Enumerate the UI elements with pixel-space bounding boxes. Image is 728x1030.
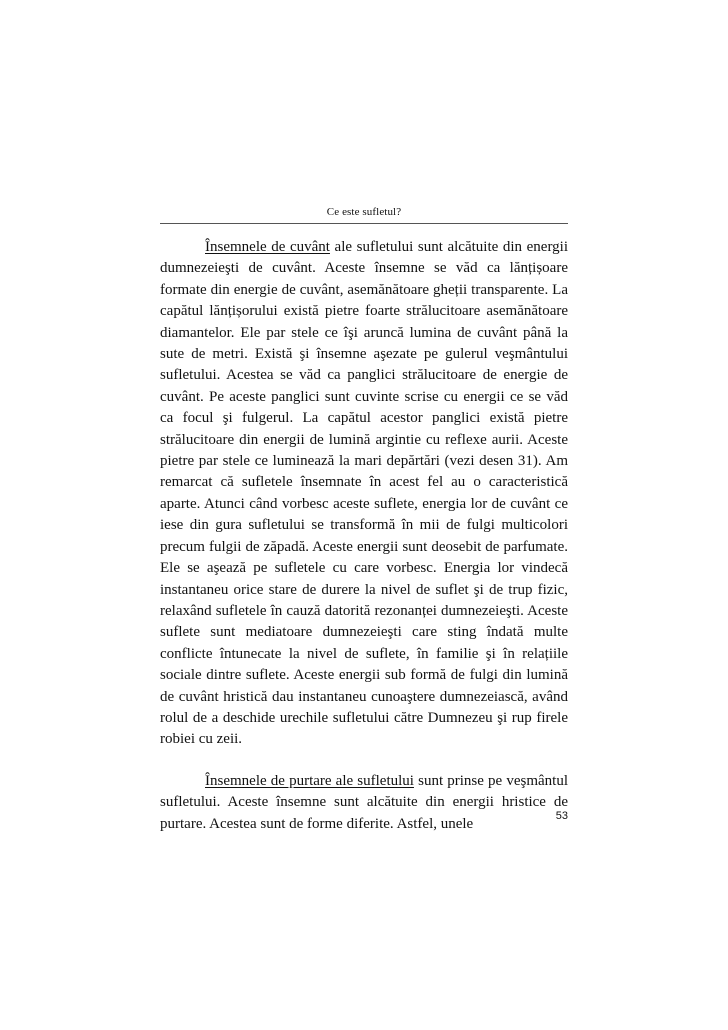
paragraph-insemnele-de-purtare (160, 771, 568, 835)
header-rule (160, 223, 568, 224)
page-number: 53 (555, 810, 568, 822)
paragraph-lead-term: Însemnele de purtare ale sufletului (205, 772, 414, 789)
paragraph-insemnele-de-cuvant (160, 237, 568, 751)
paragraph-body: ale sufletului sunt alcătuite din energii dumnezeieşti de cuvânt. Aceste însemne se văd ca lănțișoare formate din energie de cuvânt, asemănătoare gheții transparente. La capătul lănțișorului există pietre foarte strălucitoare asemănătoare diamantelor. Ele par stele ce îşi aruncă lumina de cuvânt până la sute de metri. Există şi însemne aşezate pe gulerul veşmântului sufletului. Acestea se văd ca panglici strălucitoare de energie de cuvânt. Pe aceste panglici sunt cuvinte scrise cu energii ce se văd ca focul şi fulgerul. La capătul acestor panglici există pietre strălucitoare din energii de lumină argintie cu reflexe aurii. Aceste pietre par stele ce luminează la mari depărtări (vezi desen 31). Am remarcat că sufletele însemnate în acest fel au o caracteristică aparte. Atunci când vorbesc aceste suflete, energia lor de cuvânt ce iese din gura sufletului se transformă în mii de fulgi multicolori precum fulgii de zăpadă. Aceste energii sunt deosebit de parfumate. Ele se aşează pe sufletele cu care vorbesc. Energia lor vindecă instantaneu orice stare de durere la nivel de suflet şi de trup fizic, relaxând sufletele în cauză datorită rezonanței dumnezeieşti. Aceste suflete sunt mediatoare dumnezeieşti care sting îndată multe conflicte întunecate la nivel de suflete, în familie şi în relațiile sociale dintre suflete. Aceste energii sub formă de fulgi din lumină de cuvânt hristică dau instantaneu cunoaştere dumnezeiască, având rolul de a deschide urechile sufletului către Dumnezeu şi rup firele robiei cu zeii. (160, 239, 568, 748)
paragraph-body: sunt prinse pe veşmântul sufletului. Aceste însemne sunt alcătuite din energii hristice de purtare. Acestea sunt de forme diferite. Astfel, unele (160, 772, 568, 832)
paragraph-lead-term: Însemnele de cuvânt (205, 239, 330, 255)
body-text (160, 237, 568, 835)
running-header: Ce este sufletul? (326, 206, 402, 218)
